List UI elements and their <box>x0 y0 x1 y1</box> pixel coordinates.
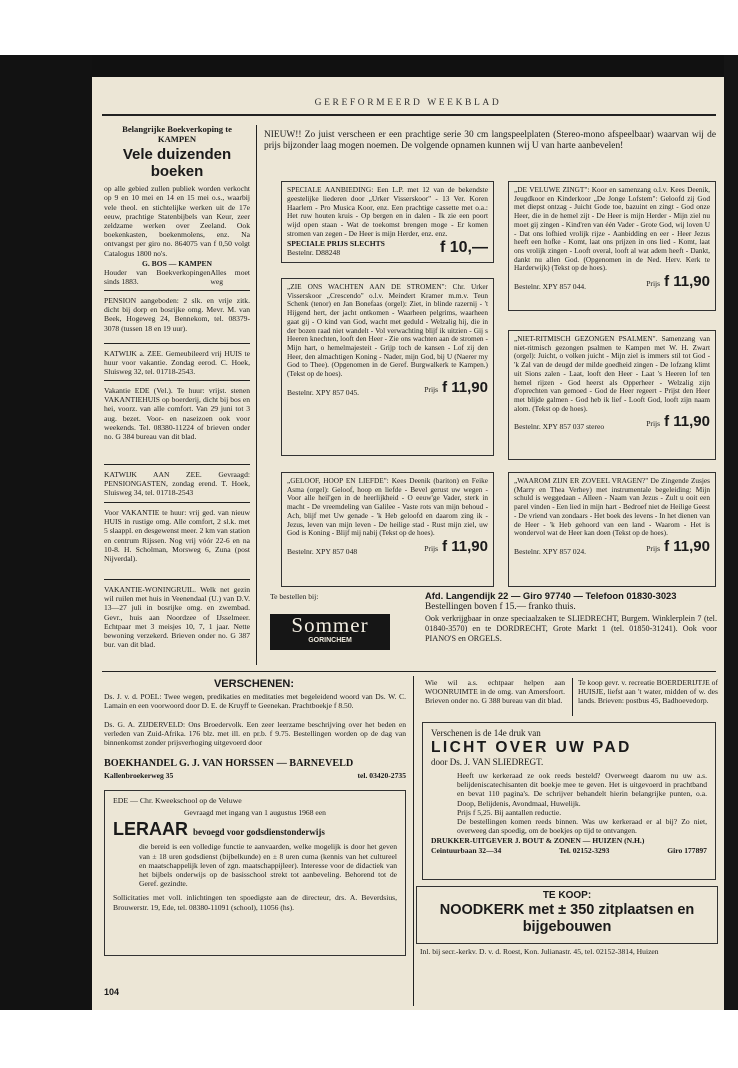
lpad-address: Ceintuurbaan 32—34 <box>431 845 502 855</box>
lpad-line1: Verschenen is de 14e druk van <box>431 728 541 738</box>
records-address: Afd. Langendijk 22 — Giro 97740 — Telefoon 01830-3023 <box>425 590 677 601</box>
record-4-price-row <box>514 413 710 431</box>
lpad-body2: De bestellingen komen reeds binnen. Was uw kerkeraad er al bij? Zo niet, overweeg dan spoedig, om de boekjes op tijd te ontvangen. <box>457 817 707 836</box>
rule-5 <box>104 579 250 580</box>
running-head: GEREFORMEERD WEEKBLAD <box>314 98 502 108</box>
boeken-top: Belangrijke Boekverkoping te KAMPEN <box>122 124 232 144</box>
boeken-signature: G. BOS — KAMPEN <box>141 258 213 268</box>
verschenen-p2: Ds. G. A. ZIJDERVELD: Ons Broedervolk. Een zeer leerzame beschrijving over het beden en verleden van Zuid-Afrika. 176 blz. met ill. en pr.b. f 9.75. Bestellingen worden op de dag van binnenkomst zonder prijsverhoging uitgevoerd door <box>104 720 406 748</box>
records-intro: NIEUW!! Zo juist verscheen er een prachtige serie 30 cm langspeelplaten (Stereo-mono afspeelbaar) waarvan wij de prijs bijzonder laag mogen noemen. De volgende opnamen kunnen wij U van harte aanbevelen! <box>264 130 716 151</box>
record-1-price: f 10,— <box>439 239 488 257</box>
lpad-publisher: DRUKKER-UITGEVER J. BOUT & ZONEN — HUIZEN (N.H.) <box>431 836 645 846</box>
record-1-order: Bestelnr. D88248 <box>287 247 341 257</box>
head-rule <box>102 114 716 116</box>
record-1-text: SPECIALE AANBIEDING: Een L.P. met 12 van de bekendste geestelijke liederen door „Urker Visserskoor" - 13 Ver. Koren Haarlem - Pro Musica Koor, enz. Een prachtige cassette met o.a.: Het ruw houten kruis - Op bergen en in dalen - Ik zie een poort wijd open staan - Wat de toekomst brengen moge - Er komen stromen van zegen - De Heer is mijn Herder, enz. enz. <box>287 185 488 238</box>
record-1-sub: SPECIALE PRIJS SLECHTS <box>287 238 385 248</box>
record-1-price-row <box>287 239 488 257</box>
record-6-text: „WAAROM ZIJN ER ZOVEEL VRAGEN?" De Zingende Zusjes (Marry en Thea Verhey) met instrumentale begeleiding: Mijn schuld is weggedaan - Alleen - Naam van Jezus - Zult u ooit een parel vinden - Een lied in mijn hart - Bedroef niet de Heilige Geest - De vriend van zondaars - Het boek des levens - In het dienen van de Heer - 'k Heb gehoord van een land - Waarom - Het is wondervol wat de Heer kan doen (Tekst op de hoes). <box>514 476 710 538</box>
verschenen-shop: BOEKHANDEL G. J. VAN HORSSEN — BARNEVELD <box>104 758 354 769</box>
record-5-price-row <box>287 538 488 556</box>
record-box-5 <box>281 472 494 587</box>
ad-woningruil: VAKANTIE-WONINGRUIL. Welk net gezin wil ruilen met huis in Veenendaal (U.) van D.V. 13—27 juli in bosrijke omg. en zwembad. Gevr., huis aan Noordzee of IJsselmeer. Echtpaar met 3 meisjes 10, 7, 1 jaar. Nette bewoning verzekerd. Brieven onder no. G 387 bur. van dit blad. <box>104 585 250 650</box>
lpad-author: door Ds. J. VAN SLIEDREGT. <box>431 757 544 767</box>
record-3-sub: Prijs <box>424 384 439 394</box>
sommer-logo-name: Sommer <box>291 613 369 637</box>
record-box-6 <box>508 472 716 587</box>
lpad-body: Heeft uw kerkeraad ze ook reeds besteld? Overweegt daarom nu uw a.s. belijdeniscatechisanten dit boekje mee te geven. Het is uitgevoerd in prachtband en bevat 110 pagina's. De schrijver behandelt hierin belangrijke punten, o.a. Doop, Belijdenis, Avondmaal, Huwelijk. <box>457 771 707 808</box>
scan-border-top <box>0 55 738 77</box>
record-5-text: „GELOOF, HOOP EN LIEFDE": Kees Deenik (bariton) en Feike Asma (orgel): Geloof, hoop en liefde - Bevel gerust uw wegen - Voor alle heil'gen in de heerlijkheid - O eeuw'ge Vader, sterk in macht - De vreemdeling van Galilee - Vaste rots van mijn behoud - Ach, blijf met Uw genade - 'k Heb geloofd en daarom zing ik - Jezus, leven van mijn leven - De heilige stad - Rust mijn ziel, uw God is Koning - Blijf mij nabij (Tekst op de hoes). <box>287 476 488 538</box>
boeken-ad <box>104 125 250 286</box>
record-6-order: Bestelnr. XPY 857 024. <box>514 546 587 556</box>
record-2-order: Bestelnr. XPY 857 044. <box>514 281 587 291</box>
lower-column-rule <box>413 676 414 1006</box>
boeken-footer-right: Alles moet weg <box>210 268 250 287</box>
record-3-order: Bestelnr. XPY 857 045. <box>287 387 360 397</box>
scan-margin-bottom <box>0 1010 738 1068</box>
record-box-2 <box>508 181 716 311</box>
lpad-giro: Giro 177897 <box>667 845 707 855</box>
record-box-1 <box>281 181 494 263</box>
ad-woonruimte: Wie wil a.s. echtpaar helpen aan WOONRUIMTE in de omg. van Amersfoort. Brieven onder no. G 388 bureau van dit blad. <box>425 678 565 706</box>
record-5-sub: Prijs <box>424 543 439 553</box>
koop-box <box>416 886 718 944</box>
lpad-title: LICHT OVER UW PAD <box>431 739 632 756</box>
lpad-price: Prijs f 5,25. Bij aantallen reductie. <box>457 807 562 817</box>
ede-sub: Gevraagd met ingang van 1 augustus 1968 een <box>184 808 326 818</box>
lpad-tel: Tel. 02152-3293 <box>559 845 610 855</box>
lpad-publisher-contact <box>431 846 707 855</box>
record-4-sub: Prijs <box>646 419 661 429</box>
column-rule <box>256 125 257 665</box>
koop-head: TE KOOP: <box>542 890 592 901</box>
ede-big: LERAAR <box>113 819 188 840</box>
verschenen-p1: Ds. J. v. d. POEL: Twee wegen, predikaties en meditaties met begeleidend woord van Ds. W. C. Lamain en een voorwoord door D. E. de Kruyff te Geenekan. Prachtboekje f 8.50. <box>104 692 406 711</box>
record-2-sub: Prijs <box>646 279 661 289</box>
ad-vakantie-ede: Vakantie EDE (Vel.). Te huur: vrijst. stenen VAKANTIEHUIS op boerderij, dicht bij bos en hei, voorz. van alle comfort. Van 29 juni tot 3 aug. bezet. Voor- en naseizoen ook voor weekends. Tel. 08380-11224 of brieven onder no. G 384 bureau van dit blad. <box>104 386 250 442</box>
verschenen-contact <box>104 771 406 780</box>
boeken-footer-left: Houder van Boekverkopingen sinds 1883. <box>104 268 211 287</box>
sommer-logo <box>270 614 390 650</box>
record-2-price-row <box>514 273 710 291</box>
ad-pensiongasten: KATWIJK AAN ZEE. Gevraagd: PENSIONGASTEN, zondag erend. T. Hoek, Sluisweg 34, tel. 01718-2543 <box>104 470 250 498</box>
verschenen-tel: tel. 03420-2735 <box>357 771 406 780</box>
verschenen-title: VERSCHENEN: <box>213 678 295 690</box>
record-5-order: Bestelnr. XPY 857 048 <box>287 546 358 556</box>
record-3-price: f 11,90 <box>442 378 488 396</box>
record-6-price: f 11,90 <box>664 537 710 555</box>
ad-pension: PENSION aangeboden: 2 slk. en vrije zitk. dicht bij dorp en bosrijke omg. Mevr. M. van Beek, Hogeweg 24, Bennekom, tel. 08379-3078 (tussen 18 en 19 uur). <box>104 296 250 333</box>
small-ads-rule <box>572 678 573 716</box>
record-4-text: „NIET-RITMISCH GEZONGEN PSALMEN". Samenzang van niet-ritmisch gezongen psalmen te Kampen met W. H. Zwart (orgel): Juicht, o volken juicht - Mijn ziel is immers stil tot God - 'k Zal van de deugd der milde goedheid zingen - De lofzang klimt uit Sions zalen - Laat, looft den Heer - Laat 's Heeren lof ten hemel rijzen - God heerst als Opperheer - Welzalig zijn d'oprechten van gemoed - God de Heer regeert - Prijst den Heer met blijde galmen - God heb ik lief - Looft God, looft zijn naam alom. (Tekst op de hoes). <box>514 334 710 413</box>
sommer-logo-city: GORINCHEM <box>308 637 352 644</box>
rule-2 <box>104 380 250 381</box>
ede-contact: Sollicitaties met voll. inlichtingen ten spoedigste aan de directeur, drs. A. Beverdsius, Brouwerstr. 19, Ede, tel. 08380-11091 (school), 11056 (hs). <box>113 893 397 912</box>
rule-1 <box>104 343 250 344</box>
ede-title-row <box>113 819 397 839</box>
records-also: Ook verkrijgbaar in onze speciaalzaken te SLIEDRECHT, Burgem. Winklerplein 7 (tel. 01840-3570) en te DORDRECHT, Grote Markt 1 (tel. 01850-31241). Ook voor PIANO'S en ORGELS. <box>425 614 717 643</box>
rule-3 <box>104 464 250 465</box>
verschenen-street: Kallenbroekerweg 35 <box>104 771 174 780</box>
koop-info: Inl. bij secr.-kerkv. D. v. d. Roest, Kon. Julianastr. 45, tel. 02152-3814, Huizen <box>420 947 659 956</box>
record-box-3 <box>281 278 494 456</box>
ad-boerderijtje: Te koop gevr. v. recreatie BOERDERIJTJE of HUISJE, liefst aan 't water, midden of w. des lands. Brieven: postbus 45, Badhoevedorp. <box>578 678 718 706</box>
ede-role: bevoegd voor godsdienstonderwijs <box>193 827 325 838</box>
record-4-price: f 11,90 <box>664 413 710 431</box>
record-2-text: „DE VELUWE ZINGT": Koor en samenzang o.l.v. Kees Deenik, Jeugdkoor en Kinderkoor „De Jonge Lofstem": Geloofd zij God met diepst ontzag - Juicht Gode toe, bazuint en zingt - God onze Heer, die in de hemel zijt - De Heer is mijn Herder - Mijn ziel nu moet gij zingen - Kind'ren van één Vader - Grote God, wij loven U - Dat ons lofhied vrolijk rijze - Aanbidding en eer - Heer Jezus heeft een hofke - Komt, laat ons prijzen in ons lied - Komt, laat ons vrolijk zingen - Looft overal, looft al wat adem heeft - Dankt, dankt nu allen God. (Opgenomen in de Ned. Herv. Kerk te Harderwijk) (Tekst op de hoes). <box>514 185 710 273</box>
record-3-text: „ZIE ONS WACHTEN AAN DE STROMEN": Chr. Urker Visserskoor „Crescendo" o.l.v. Meindert Kramer m.m.v. Teun Schenk (tenor) en Jan Bonefaas (orgel): Ziet, in blinde razernij - 't Hijgend hert, der jacht ontkomen - Waarheen pelgrims, waarheen gaat gij - O kind van God, wacht met geduld - Welzalig hij, die in der bozen raad niet wandelt - Vol verwachting blijf ik uitzien - Gij s Heeren knechten, looft den Heer - Zie ons wachten aan de stromen - Mijn hart, o hemelmajesteit - Grijp toch de kansen - Lof zij den Heer, den almachtigen Koning - Nader, mijn God, bij U (Naerer my God to Thee). (Opgenomen in de Geref. Burgwalkerk te Kampen.) (Tekst op de hoes). <box>287 282 488 379</box>
record-2-price: f 11,90 <box>664 273 710 291</box>
koop-title: NOODKERK met ± 350 zitplaatsen en bijgebouwen <box>439 902 695 935</box>
ede-body: die bereid is een volledige functie te aanvaarden, welke mogelijk is door het geven van ± 18 uren godsdienst (bijbelkunde) en ± 8 uren cuma (kennis van het cultureel en maatschappelijk leven of zgn. maatschappijleer). Interesse voor de didactiek van het bijbels onderwijs op de basisschool strekt tot aanbeveling. Behorend tot de Geref. gezindte. <box>139 842 397 889</box>
ad-vakantie-rijssen: Voor VAKANTIE te huur: vrij ged. van nieuw HUIS in rustige omg. Alle comfort, 2 sl.k. met 5 slaappl. en desgewenst meer. 2 km van station en centrum Rijssen. Nog vrij vóór 22-6 en na 10-8. H. Scholman, Morsweg 6, Zuna (post Nijverdal). <box>104 508 250 564</box>
ad-katwijk-huis: KATWIJK a. ZEE. Gemeubileerd vrij HUIS te huur voor vakantie. Zondag eerod. C. Hoek, Sluisweg 32, tel. 01718-2543. <box>104 349 250 377</box>
record-6-price-row <box>514 538 710 556</box>
record-5-price: f 11,90 <box>442 537 488 555</box>
page-number: 104 <box>104 987 120 997</box>
record-3-price-row <box>287 379 488 397</box>
ede-head: EDE — Chr. Kweekschool op de Veluwe <box>113 796 242 805</box>
scan-border-right <box>724 55 738 1010</box>
record-6-sub: Prijs <box>646 543 661 553</box>
order-label: Te bestellen bij: <box>270 592 319 601</box>
lpad-box <box>422 722 716 880</box>
boeken-title: Vele duizenden boeken <box>122 146 232 181</box>
records-postage: Bestellingen boven f 15.— franko thuis. <box>425 602 576 612</box>
rule-4 <box>104 502 250 503</box>
record-box-4 <box>508 330 716 460</box>
record-4-order: Bestelnr. XPY 857 037 stereo <box>514 422 605 432</box>
boeken-footer <box>104 268 250 286</box>
boeken-body: op alle gebied zullen publiek worden verkocht op 9 en 10 mei en 14 en 15 mei o.s., waarbij vele theol. en stichtelijke werken uit de 17e eeuw, prachtige Statenbijbels van Keur, zeer zeldzame werken over Zeeland. Ook boekenkasten, boekenmolens, enz. Na ontvangst per giro no. 864075 van f 0,50 volgt Catalogus 1800 no's. <box>104 184 250 258</box>
scan-border-left <box>0 55 92 1010</box>
ede-box <box>104 790 406 956</box>
rule-after-boeken <box>104 290 250 291</box>
mid-rule <box>102 671 716 672</box>
